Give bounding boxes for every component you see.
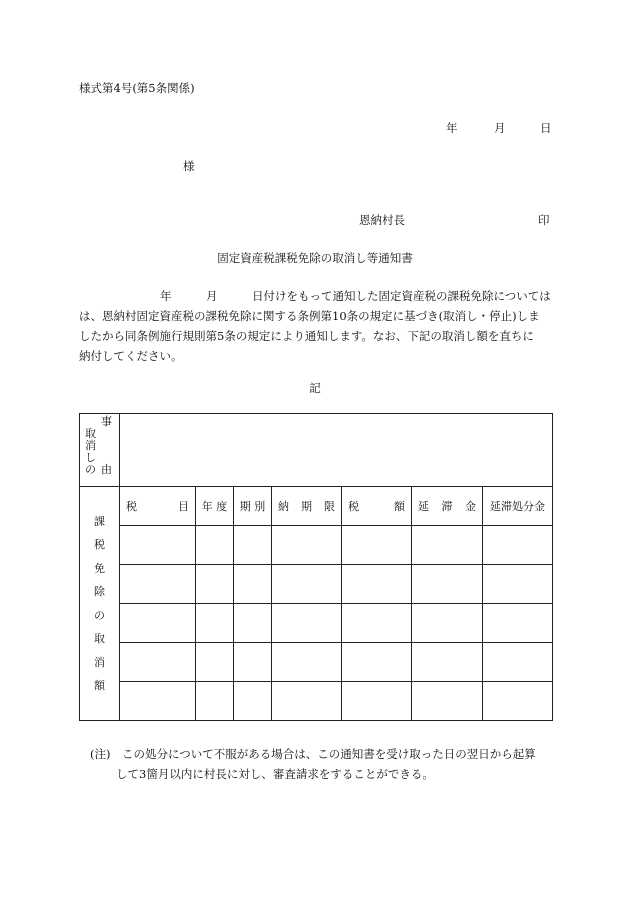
ki-heading: 記 — [309, 381, 321, 395]
col-header-kibetsu: 期 別 — [234, 487, 272, 526]
table-cell[interactable] — [342, 526, 412, 565]
table-cell[interactable] — [412, 682, 483, 721]
col-header-zeigaku: 税 額 — [342, 487, 412, 526]
table-row — [80, 682, 553, 721]
reason-row — [80, 414, 553, 487]
body-text — [79, 286, 553, 366]
table-cell[interactable] — [196, 565, 234, 604]
reason-field[interactable] — [120, 414, 553, 487]
col-header-nendo: 年 度 — [196, 487, 234, 526]
col-header-zeimoku: 税 目 — [120, 487, 196, 526]
date-day: 日 — [540, 121, 552, 135]
table-row — [80, 643, 553, 682]
col-header-noukigen: 納 期 限 — [272, 487, 342, 526]
vertical-label-cell: 課 税 免 除 の 取 消 額 — [80, 487, 120, 721]
table-cell[interactable] — [412, 526, 483, 565]
table-cell[interactable] — [483, 682, 553, 721]
table-cell[interactable] — [234, 565, 272, 604]
cancellation-table — [79, 413, 553, 721]
table-cell[interactable] — [342, 682, 412, 721]
seal-mark: 印 — [538, 213, 550, 227]
table-cell[interactable] — [342, 565, 412, 604]
table-row — [80, 526, 553, 565]
note-line-2: して3箇月以内に村長に対し、審査請求をすることができる。 — [116, 767, 434, 781]
header-row — [80, 487, 553, 526]
table-cell[interactable] — [196, 604, 234, 643]
table-cell[interactable] — [234, 526, 272, 565]
body-line-4: 納付してください。 — [79, 349, 183, 363]
table-cell[interactable] — [483, 526, 553, 565]
note-line-1: (注) この処分について不服がある場合は、この通知書を受け取った日の翌日から起算 — [90, 747, 536, 761]
document-title: 固定資産税課税免除の取消し等通知書 — [217, 251, 413, 265]
table-cell[interactable] — [120, 565, 196, 604]
table-cell[interactable] — [412, 604, 483, 643]
form-id: 様式第4号(第5条関係) — [79, 81, 195, 95]
table-cell[interactable] — [196, 682, 234, 721]
reason-label: 事 取 消 し の 由 — [85, 415, 112, 476]
table-cell[interactable] — [234, 604, 272, 643]
table-cell[interactable] — [120, 682, 196, 721]
table-row — [80, 604, 553, 643]
table-cell[interactable] — [272, 565, 342, 604]
table-cell[interactable] — [120, 526, 196, 565]
body-line-2: は、恩納村固定資産税の課税免除に関する条例第10条の規定に基づき(取消し・停止)しま — [79, 309, 540, 323]
note — [90, 744, 560, 784]
table-cell[interactable] — [120, 604, 196, 643]
table-cell[interactable] — [412, 643, 483, 682]
table-row — [80, 565, 553, 604]
body-line-3: したから同条例施行規則第5条の規定により通知します。なお、下記の取消し額を直ちに — [79, 329, 534, 343]
note-mark: (注) — [90, 747, 111, 761]
table-cell[interactable] — [196, 643, 234, 682]
table-cell[interactable] — [272, 526, 342, 565]
date-month: 月 — [494, 121, 506, 135]
recipient-suffix: 様 — [183, 159, 195, 173]
table-cell[interactable] — [483, 565, 553, 604]
issuer: 恩納村長 — [359, 213, 405, 227]
table-cell[interactable] — [234, 682, 272, 721]
col-header-entai-shobunkin: 延滞処分金 — [483, 487, 553, 526]
table-cell[interactable] — [120, 643, 196, 682]
reason-label-cell — [80, 414, 120, 487]
table-cell[interactable] — [342, 643, 412, 682]
table-cell[interactable] — [483, 643, 553, 682]
table-cell[interactable] — [196, 526, 234, 565]
table-cell[interactable] — [272, 682, 342, 721]
body-line-1: 年 月 日付けをもって通知した固定資産税の課税免除については — [160, 289, 551, 303]
table-cell[interactable] — [272, 604, 342, 643]
date-year: 年 — [446, 121, 458, 135]
table-cell[interactable] — [272, 643, 342, 682]
table-cell[interactable] — [412, 565, 483, 604]
table-cell[interactable] — [234, 643, 272, 682]
table-cell[interactable] — [483, 604, 553, 643]
table-cell[interactable] — [342, 604, 412, 643]
col-header-entaikin: 延 滞 金 — [412, 487, 483, 526]
